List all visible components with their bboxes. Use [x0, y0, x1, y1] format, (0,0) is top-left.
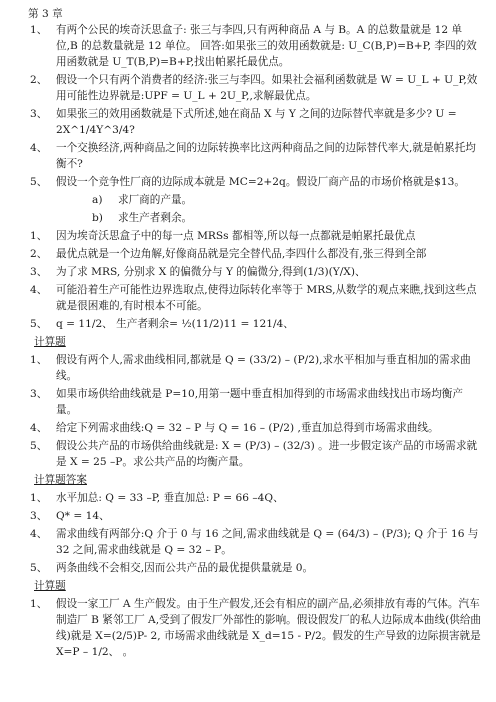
list-item: [30, 228, 482, 244]
item-text: 最优点就是一个边角解,好像商品就是完全替代品,李四什么都没有,张三得到全部: [56, 248, 427, 260]
item-text: 假设公共产品的市场供给曲线就是: X = (P/3) – (32/3) 。进一步假定该产品的市场需求就是 X = 25 –P。求公共产品的均衡产量。: [56, 440, 478, 468]
list-item: [30, 490, 482, 506]
item-text: 假设一个只有两个消费者的经济:张三与李四。如果社会福利函数就是 W = U_L + U_P,效用可能性边界就是:UPF = U_L + 2U_P,,求解最优点。: [56, 74, 478, 102]
list-item: [30, 386, 482, 418]
list-item: [30, 106, 482, 138]
list-item: [92, 192, 482, 208]
section-heading-calc: 计算题: [34, 336, 66, 348]
calc-list-2: [30, 596, 482, 660]
item-number: b): [92, 212, 103, 224]
list-item: [30, 420, 482, 436]
item-text: 求生产者剩余。: [118, 212, 193, 224]
item-number: a): [92, 194, 103, 206]
item-number: 1、: [30, 230, 48, 242]
item-number: 4、: [30, 422, 48, 434]
calc-list: [30, 352, 482, 470]
item-number: 5、: [30, 562, 48, 574]
list-item: [30, 282, 482, 314]
item-number: 3、: [30, 510, 48, 522]
list-item: [30, 560, 482, 576]
item-text: 假设有两个人,需求曲线相同,都就是 Q = (33/2) – (P/2),求水平相加与垂直相加的需求曲线。: [56, 354, 471, 382]
item-number: 1、: [30, 598, 48, 610]
item-text: 为了求 MRS, 分别求 X 的偏微分与 Y 的偏微分,得到(1/3)(Y/X)、: [56, 266, 366, 278]
item-text: Q* = 14、: [56, 510, 110, 522]
list-item: [30, 526, 482, 558]
item-number: 5、: [30, 440, 48, 452]
item-text: q = 11/2、 生产者剩余= ½(11/2)11 = 121/4、: [56, 318, 294, 330]
list-item: [92, 210, 482, 226]
item-text: 两条曲线不会相交,因而公共产品的最优提供量就是 0。: [56, 562, 314, 574]
list-item: [30, 596, 482, 660]
item-text: 求厂商的产量。: [118, 194, 193, 206]
item-text: 一个交换经济,两种商品之间的边际转换率比这两种商品之间的边际替代率大,就是帕累托均衡不?: [56, 142, 476, 170]
item-number: 2、: [30, 248, 48, 260]
calc-answer-list: [30, 490, 482, 576]
item-text: 需求曲线有两部分:Q 介于 0 与 16 之间,需求曲线就是 Q = (64/3) – (P/3); Q 介于 16 与 32 之间,需求曲线就是 Q = 32 – P。: [56, 528, 479, 556]
item-number: 3、: [30, 108, 48, 120]
item-text: 水平加总: Q = 33 –P, 垂直加总: P = 66 –4Q、: [56, 492, 284, 504]
question-list: [30, 22, 482, 190]
answer-list: [30, 228, 482, 332]
item-number: 5、: [30, 176, 48, 188]
item-text: 可能沿着生产可能性边界选取点,使得边际转化率等于 MRS,从数学的观点来瞧,找到这些点就是很困难的,有时根本不可能。: [56, 284, 477, 312]
item-number: 1、: [30, 354, 48, 366]
section-heading-calc-2: 计算题: [34, 580, 66, 592]
list-item: [30, 72, 482, 104]
item-number: 3、: [30, 388, 48, 400]
list-item: [30, 316, 482, 332]
sub-question-list: [34, 192, 482, 226]
item-text: 如果张三的效用函数就是下式所述,她在商品 X 与 Y 之间的边际替代率就是多少? U = 2X^1/4Y^3/4?: [56, 108, 457, 136]
list-item: [30, 352, 482, 384]
item-text: 如果市场供给曲线就是 P=10,用第一题中垂直相加得到的市场需求曲线找出市场均衡产量。: [56, 388, 463, 416]
list-item: [30, 438, 482, 470]
item-text: 假设一家工厂 A 生产假发。由于生产假发,还会有相应的副产品,必须排放有毒的气体。汽车制造厂 B 紧邻工厂 A,受到了假发厂外部性的影响。假设假发厂的私人边际成本曲线(供给曲线)就是 X=(2/5)P- 2, 市场需求曲线就是 X_d=15 - P/2。假发的生产导致的边际损害就是 X=P – 1/2、 。: [56, 598, 482, 658]
item-text: 给定下列需求曲线:Q = 32 – P 与 Q = 16 – (P/2) ,垂直加总得到市场需求曲线。: [56, 422, 439, 434]
item-text: 假设一个竞争性厂商的边际成本就是 MC=2+2q。假设厂商产品的市场价格就是$13。: [56, 176, 465, 188]
item-number: 4、: [30, 142, 48, 154]
chapter-title: 第 3 章: [28, 8, 63, 20]
section-heading-answers: 计算题答案: [34, 474, 87, 486]
item-number: 4、: [30, 528, 48, 540]
list-item: [30, 246, 482, 262]
item-text: 因为埃奇沃思盒子中的每一点 MRSs 都相等,所以每一点都就是帕累托最优点: [56, 230, 416, 242]
list-item: [30, 22, 482, 70]
list-item: [30, 264, 482, 280]
list-item: [30, 174, 482, 190]
item-number: 5、: [30, 318, 48, 330]
item-number: 1、: [30, 24, 48, 36]
item-number: 1、: [30, 492, 48, 504]
list-item: [30, 508, 482, 524]
item-number: 4、: [30, 284, 48, 296]
item-text: 有两个公民的埃奇沃思盒子: 张三与李四,只有两种商品 A 与 B。A 的总数量就是 12 单位,B 的总数量就是 12 单位。 回答:如果张三的效用函数就是: U_C(B,P)=B+P, 李四的效用函数就是 U_T(B,P)=B+P,找出帕累托最优点。: [56, 24, 477, 68]
list-item: [30, 140, 482, 172]
item-number: 2、: [30, 74, 48, 86]
item-number: 3、: [30, 266, 48, 278]
